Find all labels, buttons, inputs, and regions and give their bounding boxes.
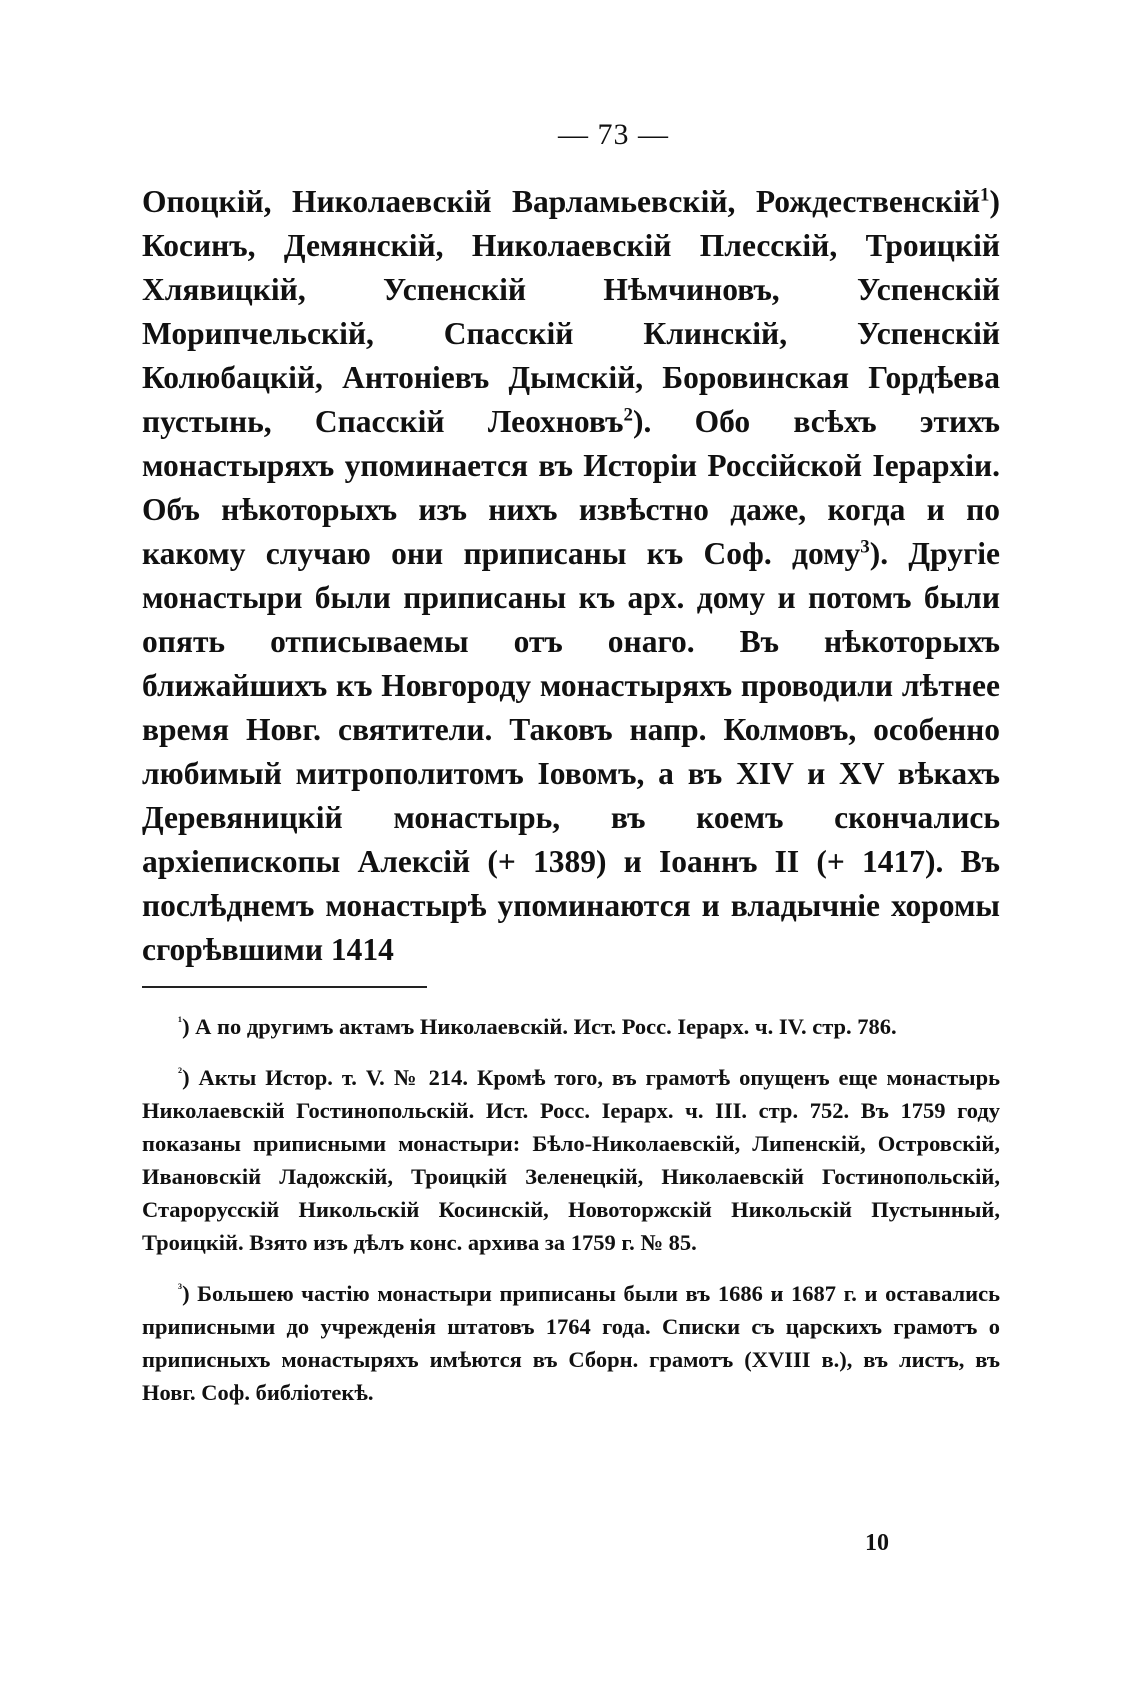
footnote-1	[142, 1010, 1000, 1043]
footnote-ref-3: 3	[860, 536, 870, 558]
main-text-part-1: Опоцкій, Николаевскій Варламьевскій, Рождественскій	[142, 184, 981, 219]
footnote-divider	[142, 986, 427, 988]
footnotes-block	[142, 1010, 1000, 1427]
footnote-2-text: ) Акты Истор. т. V. № 214. Кромѣ того, въ грамотѣ опущенъ еще монастырь Николаевскій Гостинопольскій. Ист. Росс. Іерарх. ч. III. стр. 752. Въ 1759 году показаны приписными монастыри: Бѣло-Николаевскій, Липенскій, Островскій, Ивановскій Ладожскій, Троицкій Зеленецкій, Николаевскій Гостинопольскій, Старорусскій Никольскій Косинскій, Новоторжскій Никольскій Пустынный, Троицкій. Взято изъ дѣлъ конс. архива за 1759 г. № 85.	[142, 1065, 1000, 1255]
footnote-2	[142, 1061, 1000, 1259]
main-text-part-4: ). Другіе монастыри были приписаны къ арх. дому и потомъ были опять отписываемы отъ онаго. Въ нѣкоторыхъ ближайшихъ къ Новгороду монастыряхъ проводили лѣтнее время Новг. святители. Таковъ напр. Колмовъ, особенно любимый митрополитомъ Іовомъ, а въ XIV и XV вѣкахъ Деревяницкій монастырь, въ коемъ скончались архіепископы Алексій (+ 1389) и Іоаннъ II (+ 1417). Въ послѣднемъ монастырѣ упоминаются и владычніе хоромы сгорѣвшими 1414	[142, 536, 1000, 967]
footnote-1-marker: ¹	[178, 1013, 183, 1029]
footnote-ref-2: 2	[623, 404, 633, 426]
footnote-3-marker: ³	[178, 1280, 183, 1296]
footnote-2-marker: ²	[178, 1064, 183, 1080]
footnote-3	[142, 1277, 1000, 1409]
main-text-part-2: ) Косинъ, Демянскій, Николаевскій Плесскій, Троицкій Хлявицкій, Успенскій Нѣмчиновъ, Успенскій Морипчельскій, Спасскій Клинскій, Успенскій Колюбацкій, Антоніевъ Дымскій, Боровинская Гордѣева пустынь, Спасскій Леохновъ	[142, 184, 1000, 439]
footnote-1-text: ) А по другимъ актамъ Николаевскій. Ист. Росс. Іерарх. ч. IV. стр. 786.	[182, 1014, 897, 1039]
main-text-block	[142, 180, 1000, 972]
footnote-ref-1: 1	[980, 184, 990, 206]
printer-signature-mark: 10	[865, 1530, 889, 1556]
page-number: — 73 —	[558, 118, 669, 151]
footnote-3-text: ) Большею частію монастыри приписаны были въ 1686 и 1687 г. и оставались приписными до учрежденія штатовъ 1764 года. Списки съ царскихъ грамотъ о приписныхъ монастыряхъ имѣются въ Сборн. грамотъ (XVIII в.), въ листъ, въ Новг. Соф. библіотекѣ.	[142, 1281, 1000, 1405]
main-text-part-3: ). Обо всѣхъ этихъ монастыряхъ упоминается въ Исторіи Россійской Іерархіи. Объ нѣкоторыхъ изъ нихъ извѣстно даже, когда и по какому случаю они приписаны къ Соф. дому	[142, 404, 1001, 571]
